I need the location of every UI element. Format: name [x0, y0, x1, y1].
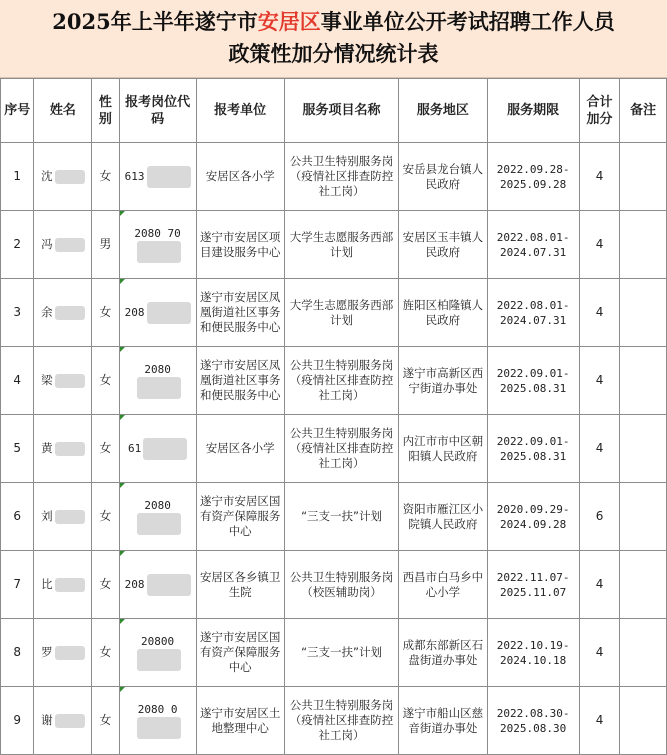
cell-no-text: 6 — [13, 509, 22, 523]
cell-name-text: 谢 — [41, 713, 53, 727]
cell-note — [620, 347, 667, 415]
cell-unit-text: 遂宁市安居区国有资产保障服务中心 — [199, 494, 281, 538]
table-title — [0, 0, 667, 78]
redaction-blur — [147, 166, 191, 188]
cell-score — [579, 619, 620, 687]
table-body — [1, 143, 667, 755]
redaction-blur — [55, 306, 85, 320]
redaction-blur — [55, 374, 85, 388]
cell-name — [34, 415, 92, 483]
cell-period-text: 2022.08.01-2024.07.31 — [496, 230, 570, 259]
cell-note — [620, 415, 667, 483]
title-line1-post: 事业单位公开考试招聘工作人员 — [320, 9, 615, 34]
cell-project-text: “三支一扶”计划 — [301, 509, 383, 523]
cell-project — [284, 551, 399, 619]
redaction-blur — [55, 578, 85, 592]
cell-note — [620, 143, 667, 211]
cell-project-text: 大学生志愿服务西部计划 — [289, 297, 394, 327]
cell-score-text: 4 — [595, 441, 604, 455]
cell-no — [1, 483, 34, 551]
cell-period-text: 2022.11.07-2025.11.07 — [496, 570, 570, 599]
redaction-blur — [143, 438, 187, 460]
cell-project-text: 公共卫生特别服务岗（疫情社区排查防控社工岗） — [289, 154, 394, 198]
cell-sex-text: 男 — [99, 237, 112, 251]
cell-marker — [120, 347, 125, 352]
cell-unit — [196, 347, 284, 415]
cell-unit — [196, 143, 284, 211]
cell-no-text: 2 — [13, 237, 22, 251]
cell-sex — [92, 279, 119, 347]
cell-code — [119, 551, 196, 619]
cell-no-text: 5 — [13, 441, 22, 455]
cell-note — [620, 551, 667, 619]
cell-project — [284, 211, 399, 279]
cell-sex — [92, 687, 119, 755]
cell-code — [119, 687, 196, 755]
cell-period — [487, 687, 579, 755]
table-row — [1, 143, 667, 211]
cell-score-text: 4 — [595, 645, 604, 659]
cell-code-text: 2080 70 — [134, 227, 181, 240]
cell-note — [620, 619, 667, 687]
cell-marker — [120, 619, 125, 624]
cell-name — [34, 211, 92, 279]
cell-sex — [92, 415, 119, 483]
redaction-blur — [55, 646, 85, 660]
redaction-blur — [55, 510, 85, 524]
cell-area-text: 内江市市中区朝阳镇人民政府 — [402, 433, 484, 463]
cell-note — [620, 483, 667, 551]
cell-code-text: 2080 — [144, 499, 171, 512]
cell-unit — [196, 415, 284, 483]
cell-code-text: 61 — [127, 441, 142, 455]
cell-name — [34, 483, 92, 551]
cell-score-text: 4 — [595, 237, 604, 251]
table-row — [1, 619, 667, 687]
redaction-blur — [55, 442, 85, 456]
cell-area — [399, 415, 487, 483]
cell-name — [34, 279, 92, 347]
cell-unit-text: 安居区各小学 — [205, 169, 275, 183]
redaction-blur — [55, 238, 85, 252]
cell-code-text: 613 — [124, 169, 145, 183]
cell-score-text: 4 — [595, 373, 604, 387]
cell-project — [284, 347, 399, 415]
cell-name — [34, 619, 92, 687]
header-name: 姓名 — [34, 79, 92, 143]
table-row — [1, 347, 667, 415]
header-period: 服务期限 — [487, 79, 579, 143]
cell-period-text: 2022.09.01-2025.08.31 — [496, 434, 570, 463]
cell-unit-text: 遂宁市安居区凤凰街道社区事务和便民服务中心 — [199, 290, 281, 334]
cell-project — [284, 143, 399, 211]
redaction-blur — [137, 513, 181, 535]
title-highlight: 安居区 — [257, 9, 321, 34]
header-score: 合计加分 — [579, 79, 620, 143]
cell-project-text: 公共卫生特别服务岗（疫情社区排查防控社工岗） — [289, 426, 394, 470]
cell-no — [1, 551, 34, 619]
cell-area-text: 安岳县龙台镇人民政府 — [402, 161, 484, 191]
cell-code-text: 2080 0 — [137, 703, 178, 716]
cell-project-text: 公共卫生特别服务岗（校医辅助岗） — [289, 569, 394, 599]
cell-project-text: “三支一扶”计划 — [301, 645, 383, 659]
cell-area — [399, 347, 487, 415]
cell-no — [1, 347, 34, 415]
cell-project — [284, 687, 399, 755]
cell-code — [119, 483, 196, 551]
header-no: 序号 — [1, 79, 34, 143]
cell-unit — [196, 619, 284, 687]
cell-area-text: 遂宁市高新区西宁街道办事处 — [402, 365, 484, 395]
cell-project — [284, 619, 399, 687]
redaction-blur — [137, 717, 181, 739]
title-line1-pre: 2025年上半年遂宁市 — [52, 9, 258, 34]
cell-period-text: 2022.09.28-2025.09.28 — [496, 162, 570, 191]
header-area: 服务地区 — [399, 79, 487, 143]
cell-name-text: 余 — [41, 305, 53, 319]
cell-score-text: 4 — [595, 169, 604, 183]
cell-unit-text: 安居区各乡镇卫生院 — [199, 569, 281, 599]
cell-sex-text: 女 — [99, 441, 112, 455]
cell-project — [284, 415, 399, 483]
cell-name — [34, 143, 92, 211]
cell-project-text: 公共卫生特别服务岗（疫情社区排查防控社工岗） — [289, 698, 394, 742]
cell-marker — [120, 483, 125, 488]
cell-unit — [196, 483, 284, 551]
title-line-2: 政策性加分情况统计表 — [228, 41, 439, 66]
cell-code-text: 208 — [124, 577, 145, 591]
cell-sex — [92, 211, 119, 279]
table-row — [1, 687, 667, 755]
cell-area — [399, 483, 487, 551]
cell-name — [34, 347, 92, 415]
cell-project — [284, 483, 399, 551]
cell-unit — [196, 687, 284, 755]
cell-project-text: 公共卫生特别服务岗（疫情社区排查防控社工岗） — [289, 358, 394, 402]
cell-code — [119, 347, 196, 415]
cell-sex-text: 女 — [99, 509, 112, 523]
cell-area — [399, 279, 487, 347]
cell-sex-text: 女 — [99, 169, 112, 183]
cell-area-text: 遂宁市船山区慈音街道办事处 — [402, 705, 484, 735]
cell-marker — [120, 211, 125, 216]
cell-sex-text: 女 — [99, 713, 112, 727]
cell-score — [579, 347, 620, 415]
cell-score — [579, 483, 620, 551]
cell-period — [487, 211, 579, 279]
redaction-blur — [137, 377, 181, 399]
header-note: 备注 — [620, 79, 667, 143]
redaction-blur — [55, 170, 85, 184]
cell-sex-text: 女 — [99, 373, 112, 387]
cell-score — [579, 551, 620, 619]
cell-name — [34, 687, 92, 755]
cell-score-text: 4 — [595, 577, 604, 591]
cell-sex — [92, 483, 119, 551]
cell-marker — [120, 415, 125, 420]
cell-unit-text: 安居区各小学 — [205, 441, 275, 455]
redaction-blur — [55, 714, 85, 728]
cell-name — [34, 551, 92, 619]
cell-code — [119, 415, 196, 483]
table-row — [1, 279, 667, 347]
cell-no — [1, 687, 34, 755]
cell-code — [119, 143, 196, 211]
cell-name-text: 罗 — [41, 645, 53, 659]
cell-project-text: 大学生志愿服务西部计划 — [289, 229, 394, 259]
cell-area — [399, 211, 487, 279]
cell-area-text: 西昌市白马乡中心小学 — [402, 569, 484, 599]
cell-marker — [120, 279, 125, 284]
cell-marker — [120, 551, 125, 556]
cell-score-text: 6 — [595, 509, 604, 523]
redaction-blur — [137, 649, 181, 671]
cell-unit-text: 遂宁市安居区项目建设服务中心 — [199, 229, 281, 259]
cell-area-text: 成都东部新区石盘街道办事处 — [402, 637, 484, 667]
cell-score — [579, 211, 620, 279]
redaction-blur — [147, 302, 191, 324]
cell-period-text: 2022.08.30-2025.08.30 — [496, 706, 570, 735]
cell-period — [487, 415, 579, 483]
cell-sex — [92, 551, 119, 619]
cell-area — [399, 143, 487, 211]
table-row — [1, 483, 667, 551]
cell-unit-text: 遂宁市安居区凤凰街道社区事务和便民服务中心 — [199, 358, 281, 402]
title-line-1 — [0, 6, 667, 38]
cell-no — [1, 619, 34, 687]
cell-unit-text: 遂宁市安居区土地整理中心 — [199, 705, 281, 735]
cell-sex-text: 女 — [99, 577, 112, 591]
cell-code-text: 208 — [124, 305, 145, 319]
cell-code-text: 2080 — [144, 363, 171, 376]
cell-note — [620, 279, 667, 347]
header-code: 报考岗位代码 — [119, 79, 196, 143]
cell-marker — [120, 687, 125, 692]
cell-code-text: 20800 — [141, 635, 175, 648]
cell-period — [487, 143, 579, 211]
cell-area — [399, 551, 487, 619]
cell-project — [284, 279, 399, 347]
cell-name-text: 黄 — [41, 441, 53, 455]
cell-score — [579, 415, 620, 483]
header-sex: 性别 — [92, 79, 119, 143]
cell-no-text: 1 — [13, 169, 22, 183]
cell-score-text: 4 — [595, 713, 604, 727]
header-project: 服务项目名称 — [284, 79, 399, 143]
cell-area-text: 资阳市雁江区小院镇人民政府 — [402, 501, 484, 531]
cell-code — [119, 279, 196, 347]
cell-no — [1, 279, 34, 347]
header-unit: 报考单位 — [196, 79, 284, 143]
cell-note — [620, 687, 667, 755]
cell-code — [119, 211, 196, 279]
cell-sex — [92, 143, 119, 211]
cell-no-text: 3 — [13, 305, 22, 319]
cell-no-text: 7 — [13, 577, 22, 591]
cell-name-text: 冯 — [41, 237, 53, 251]
cell-no-text: 8 — [13, 645, 22, 659]
cell-period — [487, 483, 579, 551]
cell-unit — [196, 551, 284, 619]
cell-area-text: 安居区玉丰镇人民政府 — [402, 229, 484, 259]
cell-area-text: 旌阳区柏隆镇人民政府 — [402, 297, 484, 327]
redaction-blur — [147, 574, 191, 596]
header-row — [1, 79, 667, 143]
cell-period — [487, 619, 579, 687]
cell-no — [1, 415, 34, 483]
cell-note — [620, 211, 667, 279]
cell-name-text: 比 — [41, 577, 53, 591]
cell-period — [487, 551, 579, 619]
cell-score-text: 4 — [595, 305, 604, 319]
bonus-points-table — [0, 78, 667, 755]
cell-name-text: 沈 — [41, 169, 53, 183]
cell-score — [579, 279, 620, 347]
cell-no-text: 4 — [13, 373, 22, 387]
cell-period-text: 2022.09.01-2025.08.31 — [496, 366, 570, 395]
cell-sex — [92, 347, 119, 415]
cell-period-text: 2020.09.29-2024.09.28 — [496, 502, 570, 531]
cell-sex-text: 女 — [99, 305, 112, 319]
cell-no-text: 9 — [13, 713, 22, 727]
cell-unit — [196, 211, 284, 279]
redaction-blur — [137, 241, 181, 263]
cell-score — [579, 143, 620, 211]
cell-sex — [92, 619, 119, 687]
cell-period — [487, 279, 579, 347]
cell-code — [119, 619, 196, 687]
cell-no — [1, 143, 34, 211]
cell-area — [399, 687, 487, 755]
cell-name-text: 刘 — [41, 509, 53, 523]
cell-name-text: 梁 — [41, 373, 53, 387]
cell-score — [579, 687, 620, 755]
cell-unit — [196, 279, 284, 347]
cell-sex-text: 女 — [99, 645, 112, 659]
cell-unit-text: 遂宁市安居区国有资产保障服务中心 — [199, 630, 281, 674]
table-row — [1, 211, 667, 279]
table-row — [1, 415, 667, 483]
cell-period-text: 2022.08.01-2024.07.31 — [496, 298, 570, 327]
table-row — [1, 551, 667, 619]
cell-no — [1, 211, 34, 279]
cell-period — [487, 347, 579, 415]
cell-area — [399, 619, 487, 687]
cell-period-text: 2022.10.19-2024.10.18 — [496, 638, 570, 667]
